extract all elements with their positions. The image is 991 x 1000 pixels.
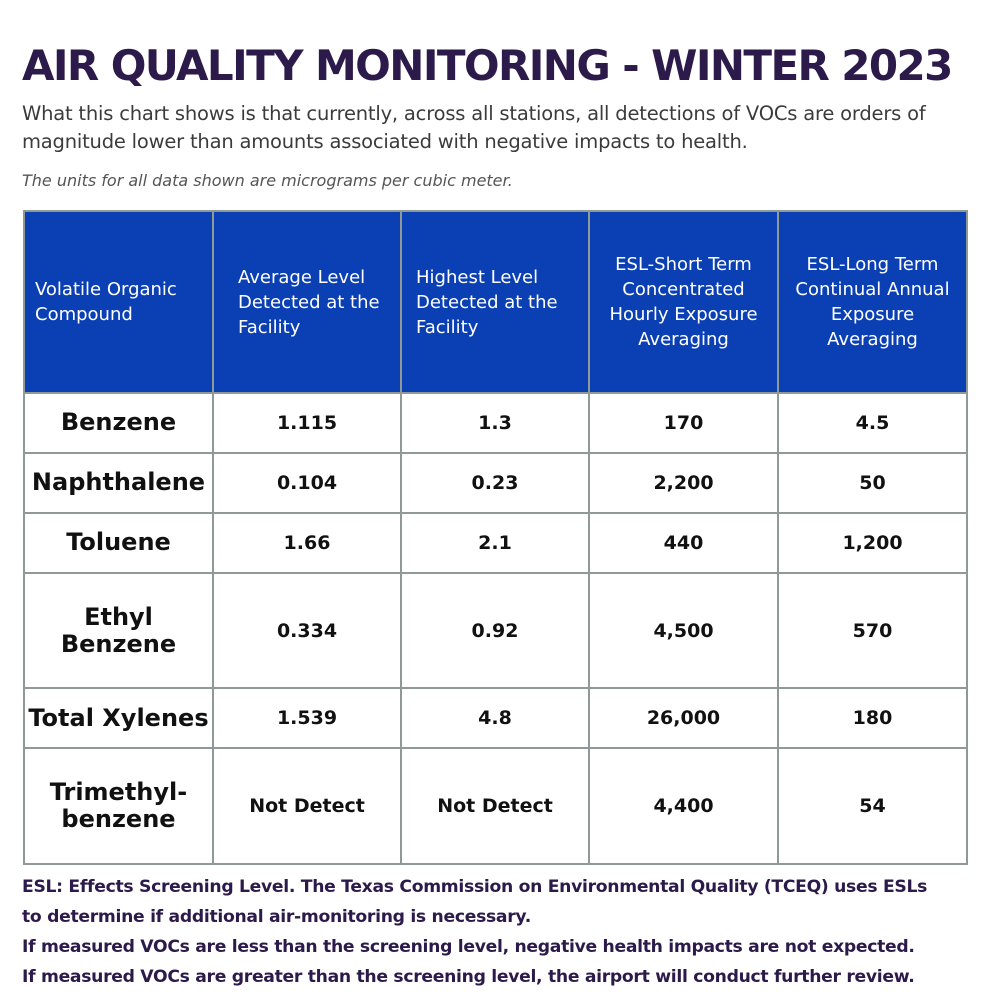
footnote-line: If measured VOCs are less than the screening level, negative health impacts are not expected. [22,937,915,957]
esl-long-term-cell: 1,200 [778,513,967,573]
highest-level-cell: 1.3 [401,393,589,453]
table-row [24,688,967,748]
esl-short-term-cell: 2,200 [589,453,778,513]
esl-short-term-cell: 4,400 [589,748,778,864]
footnote-line: ESL: Effects Screening Level. The Texas Commission on Environmental Quality (TCEQ) uses ESLs [22,877,928,897]
esl-long-term-cell: 180 [778,688,967,748]
average-level-cell: 1.539 [213,688,401,748]
esl-short-term-cell: 170 [589,393,778,453]
esl-long-term-cell: 570 [778,573,967,689]
table-row [24,393,967,453]
units-note: The units for all data shown are micrograms per cubic meter. [22,171,513,190]
highest-level-cell: Not Detect [401,748,589,864]
compound-name-cell: Ethyl Benzene [24,573,213,689]
table-row [24,513,967,573]
esl-short-term-cell: 4,500 [589,573,778,689]
voc-table [23,210,968,865]
average-level-cell: 1.115 [213,393,401,453]
table-header-row [24,211,967,393]
chart-description: What this chart shows is that currently, across all stations, all detections of VOCs are orders of magnitude lower than amounts associated with negative impacts to health. [22,102,926,153]
page-title: AIR QUALITY MONITORING - WINTER 2023 [22,41,952,90]
highest-level-cell: 4.8 [401,688,589,748]
average-level-cell: 0.334 [213,573,401,689]
esl-long-term-cell: 54 [778,748,967,864]
column-header-compound: Volatile Organic Compound [24,211,213,393]
compound-name-cell: Toluene [24,513,213,573]
highest-level-cell: 0.92 [401,573,589,689]
highest-level-cell: 0.23 [401,453,589,513]
highest-level-cell: 2.1 [401,513,589,573]
column-header-esl-short-term: ESL-Short Term Concentrated Hourly Exposure Averaging [589,211,778,393]
column-header-average-level: Average Level Detected at the Facility [213,211,401,393]
table-row [24,748,967,864]
footnote-line: to determine if additional air-monitoring is necessary. [22,907,531,927]
esl-short-term-cell: 440 [589,513,778,573]
footnote-line: If measured VOCs are greater than the screening level, the airport will conduct further review. [22,967,915,987]
average-level-cell: 1.66 [213,513,401,573]
footnotes [22,872,977,992]
table-row [24,573,967,689]
average-level-cell: Not Detect [213,748,401,864]
compound-name-cell: Trimethyl-benzene [24,748,213,864]
column-header-highest-level: Highest Level Detected at the Facility [401,211,589,393]
esl-long-term-cell: 4.5 [778,393,967,453]
esl-short-term-cell: 26,000 [589,688,778,748]
compound-name-cell: Naphthalene [24,453,213,513]
table-row [24,453,967,513]
compound-name-cell: Total Xylenes [24,688,213,748]
average-level-cell: 0.104 [213,453,401,513]
compound-name-cell: Benzene [24,393,213,453]
esl-long-term-cell: 50 [778,453,967,513]
column-header-esl-long-term: ESL-Long Term Continual Annual Exposure Averaging [778,211,967,393]
